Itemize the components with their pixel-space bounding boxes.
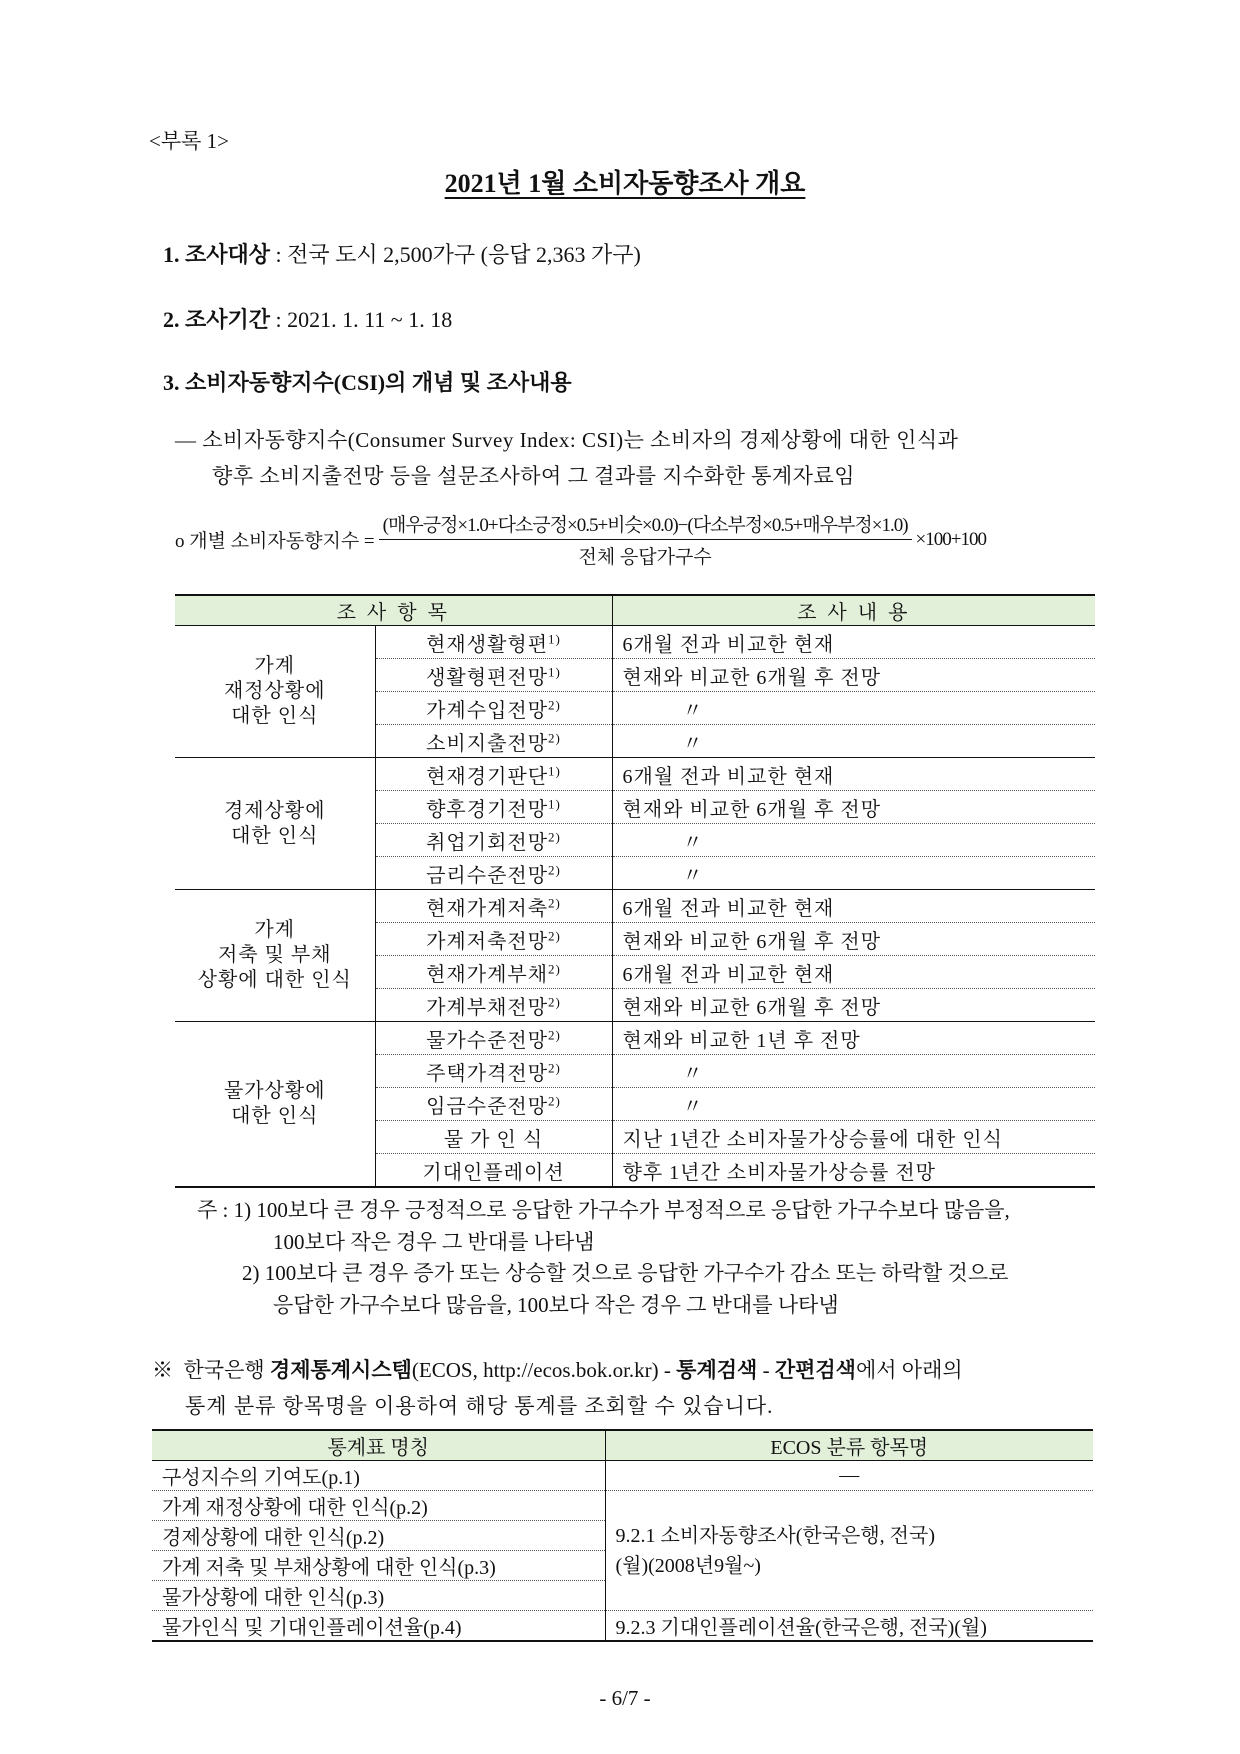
section-2: 2. 조사기간 : 2021. 1. 11 ~ 1. 18 [163,307,453,332]
table-row-name: 가계 재정상황에 대한 인식(p.2) [152,1491,605,1521]
survey-item [375,1022,612,1055]
table-row [175,890,1095,923]
ecos-guide-line-2: 통계 분류 항목명을 이용하여 해당 통계를 조회할 수 있습니다. [185,1394,774,1418]
survey-item-label: 향후경기전망 [426,798,549,821]
footnote-marker: 2) [548,828,561,844]
survey-item-label: 취업기회전망 [426,831,549,854]
footnote-marker: 1) [548,762,561,778]
group-label: 경제상황에 대한 인식 [175,758,375,890]
survey-content: 향후 1년간 소비자물가상승률 전망 [612,1154,1095,1188]
table-row-name: 물가상황에 대한 인식(p.3) [152,1581,605,1611]
header-table-name: 통계표 명칭 [152,1430,605,1461]
footnote-marker: 2) [548,993,561,1009]
survey-item-label: 현재생활형편 [426,633,549,656]
footnote-marker: 2) [548,960,561,976]
page-title: 2021년 1월 소비자동향조사 개요 [444,169,806,198]
table-row [175,1022,1095,1055]
note-2a: 2) 100보다 큰 경우 증가 또는 상승할 것으로 응답한 가구수가 감소 또는 하락할 것으로 [242,1261,1009,1285]
footnote-marker: 2) [548,729,561,745]
survey-item [375,890,612,923]
note-1b: 100보다 작은 경우 그 반대를 나타냄 [273,1230,595,1254]
survey-item [375,692,612,725]
survey-item [375,1088,612,1121]
footnote-marker: 2) [548,894,561,910]
footnote-marker: 2) [548,1059,561,1075]
footnote-marker: 2) [548,1092,561,1108]
ecos-item-inflation: 9.2.3 기대인플레이션율(한국은행, 전국)(월) [605,1611,1093,1642]
survey-item-label: 기대인플레이션 [422,1161,565,1184]
group-label: 가계 재정상황에 대한 인식 [175,626,375,758]
section-3: 3. 소비자동향지수(CSI)의 개념 및 조사내용 [163,370,572,395]
concept-line-2: 향후 소비지출전망 등을 설문조사하여 그 결과를 지수화한 통계자료임 [212,464,856,488]
group-label: 가계 저축 및 부채 상황에 대한 인식 [175,890,375,1022]
formula-tail: ×100+100 [915,528,986,550]
survey-item [375,758,612,791]
formula-numerator: (매우긍정×1.0+다소긍정×0.5+비슷×0.0)−(다소부정×0.5+매우부정×1.0) [379,510,912,540]
formula-lhs: o 개별 소비자동향지수 = [175,531,375,552]
survey-item-label: 현재경기판단 [426,765,549,788]
survey-content: 〃 [612,824,1095,857]
survey-item-label: 물가수준전망 [426,1029,549,1052]
survey-item [375,659,612,692]
survey-item [375,1055,612,1088]
header-survey-content: 조 사 내 용 [612,595,1095,626]
footnote-marker: 2) [548,696,561,712]
survey-item-label: 가계수입전망 [426,699,549,722]
survey-items-table [175,594,1095,1188]
ecos-guide-line-1: ※ 한국은행 경제통계시스템(ECOS, http://ecos.bok.or.kr) - 통계검색 - 간편검색에서 아래의 [152,1358,963,1382]
footnote-marker: 2) [548,861,561,877]
survey-content: 〃 [612,725,1095,758]
header-survey-item: 조 사 항 목 [175,595,612,626]
survey-item [375,857,612,890]
survey-content: 현재와 비교한 1년 후 전망 [612,1022,1095,1055]
table-row-name: 가계 저축 및 부채상황에 대한 인식(p.3) [152,1551,605,1581]
table-row [175,758,1095,791]
survey-content: 〃 [612,1055,1095,1088]
survey-item [375,1154,612,1188]
footnote-marker: 2) [548,927,561,943]
survey-item [375,923,612,956]
survey-item-label: 가계저축전망 [426,930,549,953]
footnote-marker: 1) [548,663,561,679]
survey-item-label: 주택가격전망 [426,1062,549,1085]
survey-content: 〃 [612,857,1095,890]
survey-content: 6개월 전과 비교한 현재 [612,956,1095,989]
formula-fraction [379,510,912,569]
table-row-name: 물가인식 및 기대인플레이션율(p.4) [152,1611,605,1642]
group-label: 물가상황에 대한 인식 [175,1022,375,1188]
ecos-table [152,1429,1093,1642]
formula-denominator: 전체 응답가구수 [578,547,712,568]
survey-item [375,725,612,758]
survey-item-label: 생활형편전망 [426,666,549,689]
survey-item-label: 임금수준전망 [426,1095,549,1118]
footnote-marker: 1) [548,795,561,811]
survey-item [375,1121,612,1154]
table-row [175,626,1095,659]
table-row-name: 구성지수의 기여도(p.1) [152,1461,605,1491]
appendix-label: <부록 1> [149,129,230,153]
formula [175,510,986,569]
ecos-dash: ― [605,1461,1093,1491]
survey-item [375,626,612,659]
survey-content: 현재와 비교한 6개월 후 전망 [612,923,1095,956]
note-2b: 응답한 가구수보다 많음을, 100보다 작은 경우 그 반대를 나타냄 [273,1293,839,1317]
footnote-marker: 2) [548,1026,561,1042]
survey-item-label: 현재가계저축 [426,897,549,920]
survey-item-label: 물 가 인 식 [443,1128,544,1151]
survey-item [375,824,612,857]
header-ecos-item: ECOS 분류 항목명 [605,1430,1093,1461]
survey-item-label: 금리수준전망 [426,864,549,887]
survey-content: 지난 1년간 소비자물가상승률에 대한 인식 [612,1121,1095,1154]
concept-line-1: ― 소비자동향지수(Consumer Survey Index: CSI)는 소비자의 경제상황에 대한 인식과 [175,428,959,452]
survey-content: 6개월 전과 비교한 현재 [612,890,1095,923]
survey-content: 〃 [612,1088,1095,1121]
survey-content: 현재와 비교한 6개월 후 전망 [612,659,1095,692]
survey-content: 6개월 전과 비교한 현재 [612,758,1095,791]
survey-content: 〃 [612,692,1095,725]
survey-item [375,956,612,989]
survey-item [375,989,612,1022]
note-1a: 주 : 1) 100보다 큰 경우 긍정적으로 응답한 가구수가 부정적으로 응답한 가구수보다 많음을, [197,1198,1010,1222]
survey-content: 현재와 비교한 6개월 후 전망 [612,791,1095,824]
survey-item [375,791,612,824]
page-number: - 6/7 - [599,1686,651,1710]
survey-item-label: 가계부채전망 [426,996,549,1019]
survey-content: 6개월 전과 비교한 현재 [612,626,1095,659]
table-row-name: 경제상황에 대한 인식(p.2) [152,1521,605,1551]
survey-content: 현재와 비교한 6개월 후 전망 [612,989,1095,1022]
footnote-marker: 1) [548,630,561,646]
ecos-item-csi: 9.2.1 소비자동향조사(한국은행, 전국) (월)(2008년9월~) [605,1491,1093,1611]
survey-item-label: 현재가계부채 [426,963,549,986]
section-1: 1. 조사대상 : 전국 도시 2,500가구 (응답 2,363 가구) [163,242,641,267]
survey-item-label: 소비지출전망 [426,732,549,755]
